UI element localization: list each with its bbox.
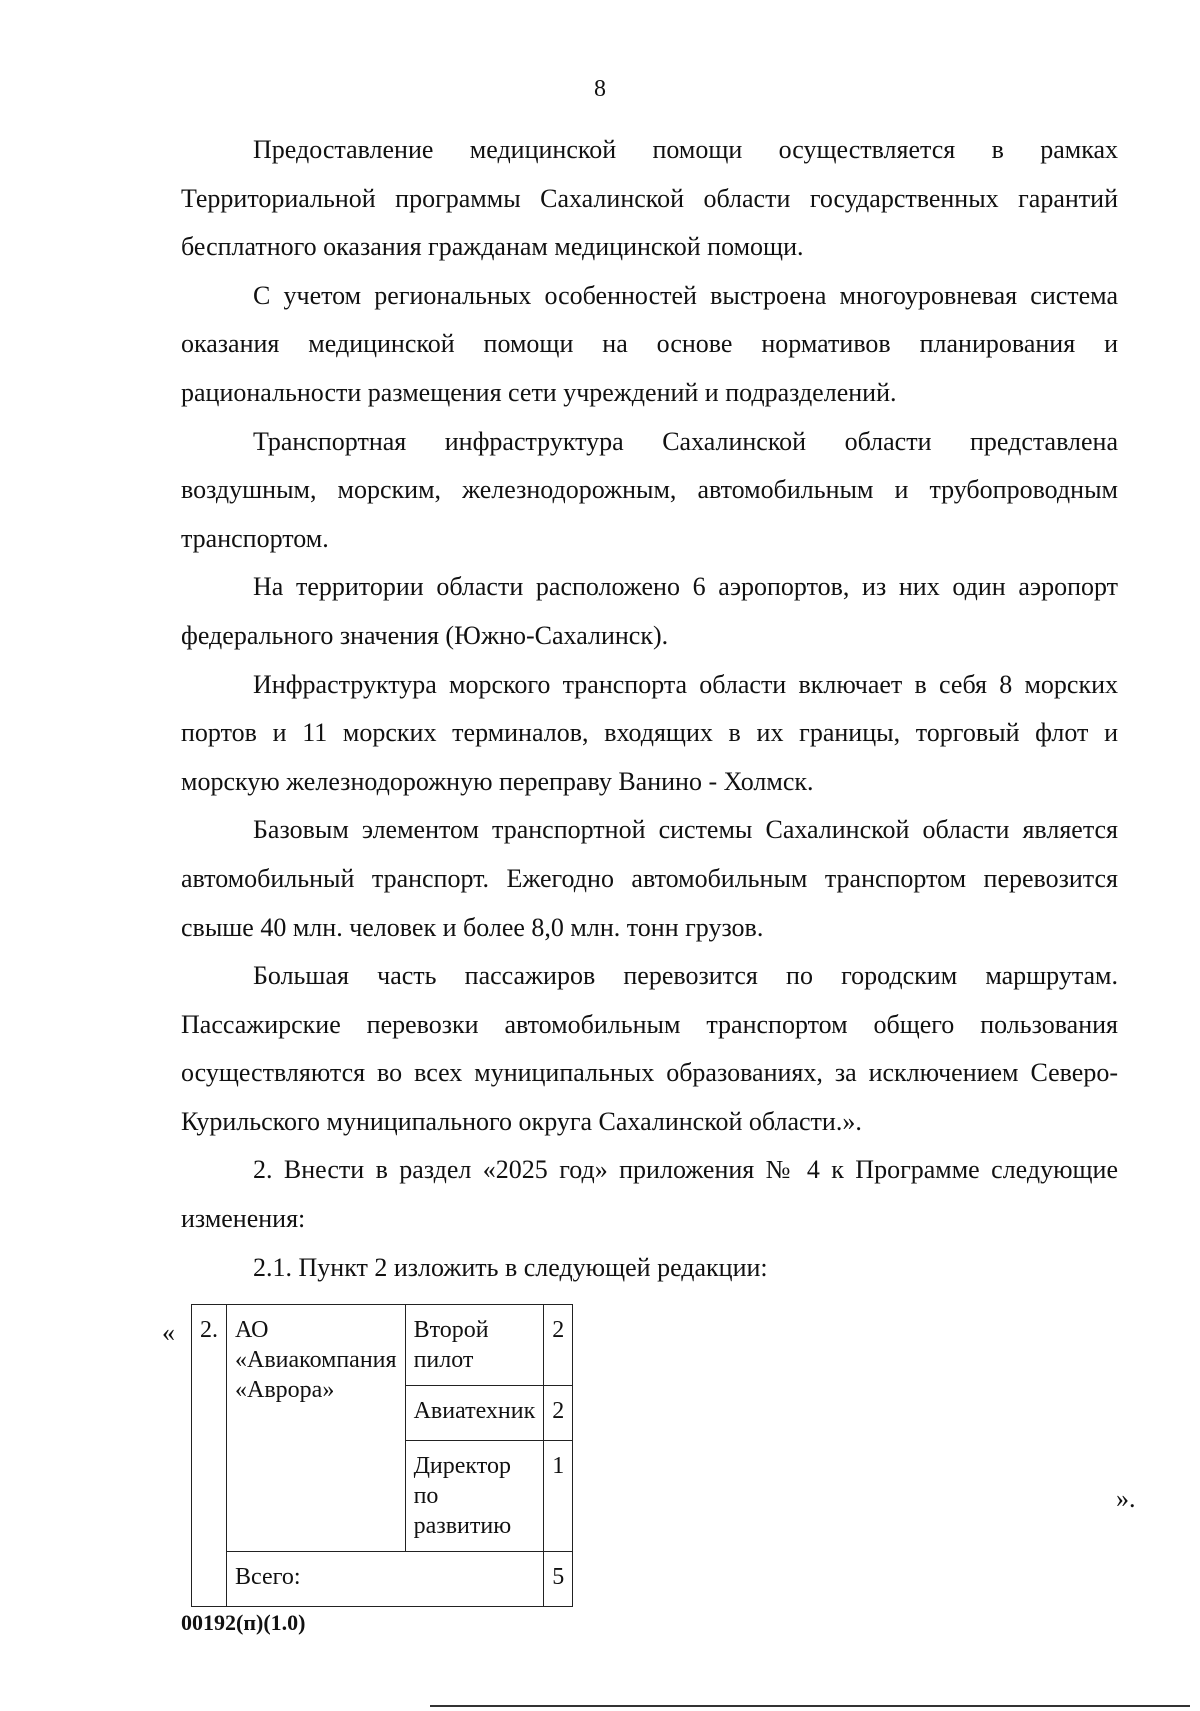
paragraph: Инфраструктура морского транспорта области включает в себя 8 морских портов и 11 морских терминалов, входящих в их границы, торговый флот и морскую железнодорожную переправу Ванино - Холмск.: [181, 669, 1118, 796]
total-count-cell: 5: [544, 1552, 573, 1607]
position-cell: Второй пилот: [405, 1305, 544, 1386]
amendment-table: [191, 1304, 573, 1607]
paragraph: Транспортная инфраструктура Сахалинской области представлена воздушным, морским, железнодорожным, автомобильным и трубопроводным транспортом.: [181, 426, 1118, 553]
paragraph: Базовым элементом транспортной системы Сахалинской области является автомобильный транспорт. Ежегодно автомобильным транспортом перевозится свыше 40 млн. человек и более 8,0 млн. тонн грузов.: [181, 815, 1118, 942]
total-label-cell: Всего:: [227, 1552, 544, 1607]
table-total-row: [192, 1552, 573, 1607]
paragraph: С учетом региональных особенностей выстроена многоуровневая система оказания медицинской помощи на основе нормативов планирования и рациональности размещения сети учреждений и подразделений.: [181, 280, 1118, 407]
table-row: [192, 1305, 573, 1386]
count-cell: 2: [544, 1386, 573, 1441]
position-cell: Директор по развитию: [405, 1441, 544, 1552]
document-code: 00192(п)(1.0): [181, 1610, 306, 1635]
opening-quote: «: [162, 1318, 175, 1347]
count-cell: 2: [544, 1305, 573, 1386]
row-number-cell: 2.: [192, 1305, 227, 1607]
paragraph: 2. Внести в раздел «2025 год» приложения № 4 к Программе следующие изменения:: [181, 1155, 1118, 1234]
closing-quote: ».: [1116, 1484, 1136, 1513]
paragraph: Большая часть пассажиров перевозится по городским маршрутам. Пассажирские перевозки автомобильным транспортом общего пользования осуществляются во всех муниципальных образованиях, за исключением Северо-Курильского муниципального округа Сахалинской области.».: [181, 961, 1118, 1136]
count-cell: 1: [544, 1441, 573, 1552]
paragraph: На территории области расположено 6 аэропортов, из них один аэропорт федерального значения (Южно-Сахалинск).: [181, 572, 1118, 650]
paragraph: Предоставление медицинской помощи осуществляется в рамках Территориальной программы Сахалинской области государственных гарантий бесплатного оказания гражданам медицинской помощи.: [181, 135, 1118, 262]
paragraph: 2.1. Пункт 2 изложить в следующей редакции:: [253, 1252, 768, 1282]
position-cell: Авиатехник: [405, 1386, 544, 1441]
footer-divider: [430, 1705, 1190, 1707]
document-body: [181, 126, 1118, 1292]
organization-cell: АО «Авиакомпания «Аврора»: [227, 1305, 406, 1552]
page-number: 8: [594, 76, 606, 102]
